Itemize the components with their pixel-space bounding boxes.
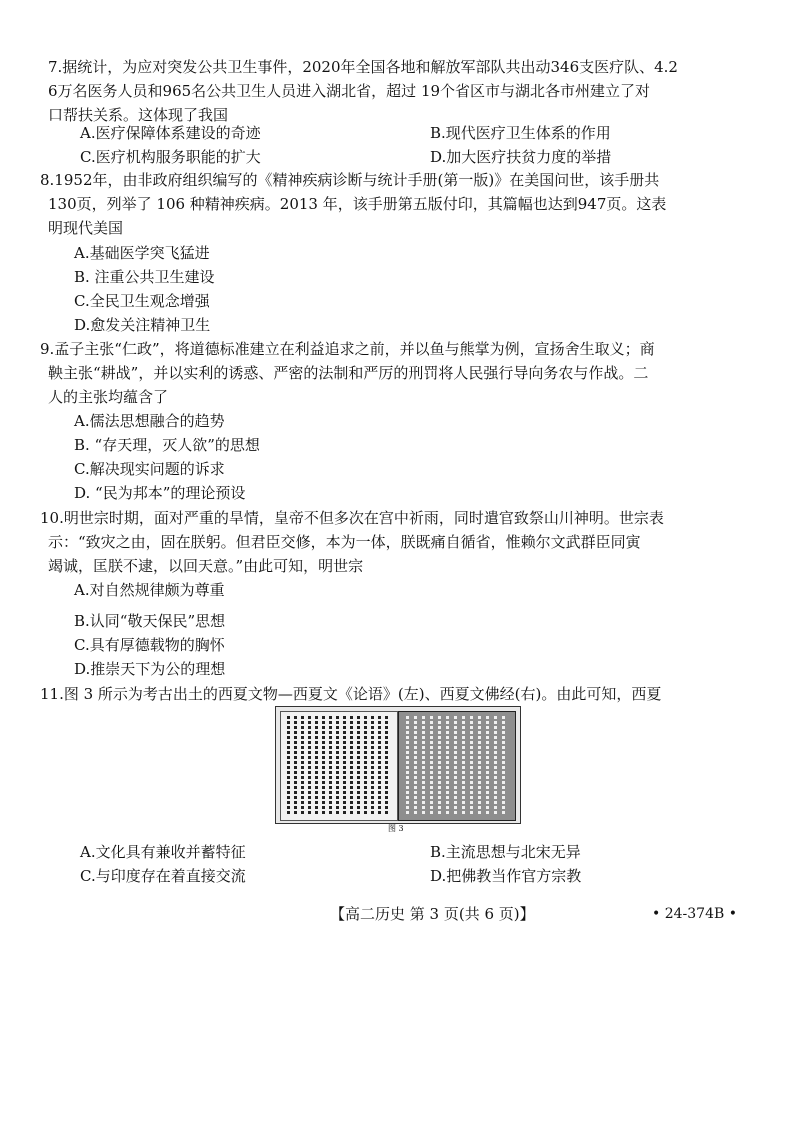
xixia-sutra-image xyxy=(398,711,516,821)
question-11-option-b[interactable]: B.主流思想与北宋无异 xyxy=(430,843,581,861)
question-8-option-d[interactable]: D.愈发关注精神卫生 xyxy=(74,316,211,334)
question-9-line-1: 9.孟子主张“仁政”，将道德标准建立在利益追求之前，并以鱼与熊掌为例，宣扬舍生取义；商 xyxy=(40,340,655,358)
question-9-option-b[interactable]: B. “存天理，灭人欲”的思想 xyxy=(74,436,260,454)
question-7-option-c[interactable]: C.医疗机构服务职能的扩大 xyxy=(80,148,261,166)
question-8-option-a[interactable]: A.基础医学突飞猛进 xyxy=(74,244,210,262)
question-8-line-1: 8.1952年，由非政府组织编写的《精神疾病诊断与统计手册(第一版)》在美国问世，该手册共 xyxy=(40,171,660,189)
question-11-line-1: 11.图 3 所示为考古出土的西夏文物—西夏文《论语》(左)、西夏文佛经(右)。由此可知，西夏 xyxy=(40,685,662,703)
question-7-option-b[interactable]: B.现代医疗卫生体系的作用 xyxy=(430,124,611,142)
question-9-line-2: 鞅主张“耕战”，并以实利的诱惑、严密的法制和严厉的刑罚将人民强行导向务农与作战。二 xyxy=(48,364,649,382)
question-8-option-b[interactable]: B. 注重公共卫生建设 xyxy=(74,268,215,286)
question-8-option-c[interactable]: C.全民卫生观念增强 xyxy=(74,292,210,310)
question-10-option-b[interactable]: B.认同“敬天保民”思想 xyxy=(74,612,226,630)
question-11-option-a[interactable]: A.文化具有兼收并蓄特征 xyxy=(80,843,246,861)
page-footer: 【高二历史 第 3 页(共 6 页)】 xyxy=(330,905,535,923)
question-8-line-2: 130页，列举了 106 种精神疾病。2013 年，该手册第五版付印，其篇幅也达到947页。这表 xyxy=(48,195,667,213)
question-7-option-a[interactable]: A.医疗保障体系建设的奇迹 xyxy=(80,124,261,142)
question-10-line-3: 竭诚，匡朕不逮，以回天意。”由此可知，明世宗 xyxy=(48,557,364,575)
question-11-option-c[interactable]: C.与印度存在着直接交流 xyxy=(80,867,246,885)
question-9-option-c[interactable]: C.解决现实问题的诉求 xyxy=(74,460,225,478)
paper-code: • 24-374B • xyxy=(652,906,737,922)
figure-caption: 图 3 xyxy=(388,824,404,833)
question-7-line-1: 7.据统计，为应对突发公共卫生事件，2020年全国各地和解放军部队共出动346支医疗队、4.2 xyxy=(48,58,678,76)
question-10-option-d[interactable]: D.推崇天下为公的理想 xyxy=(74,660,226,678)
question-9-line-3: 人的主张均蕴含了 xyxy=(48,388,169,406)
question-7-line-2: 6万名医务人员和965名公共卫生人员进入湖北省，超过 19个省区市与湖北各市州建立了对 xyxy=(48,82,651,100)
question-7-option-d[interactable]: D.加大医疗扶贫力度的举措 xyxy=(430,148,612,166)
question-11-option-d[interactable]: D.把佛教当作官方宗教 xyxy=(430,867,582,885)
question-8-line-3: 明现代美国 xyxy=(48,219,124,237)
xixia-analects-image xyxy=(280,711,398,821)
question-10-option-a[interactable]: A.对自然规律颇为尊重 xyxy=(74,581,225,599)
xixia-artifacts-figure xyxy=(275,706,521,824)
question-10-line-2: 示：“致灾之由，固在朕躬。但君臣交修，本为一体，朕既痛自循省，惟赖尔文武群臣同寅 xyxy=(48,533,641,551)
question-7-line-3: 口帮扶关系。这体现了我国 xyxy=(48,106,229,124)
question-10-option-c[interactable]: C.具有厚德载物的胸怀 xyxy=(74,636,225,654)
question-9-option-a[interactable]: A.儒法思想融合的趋势 xyxy=(74,412,225,430)
question-9-option-d[interactable]: D. “民为邦本”的理论预设 xyxy=(74,484,246,502)
question-10-line-1: 10.明世宗时期，面对严重的旱情，皇帝不但多次在宫中祈雨，同时遣官致祭山川神明。世宗表 xyxy=(40,509,664,527)
